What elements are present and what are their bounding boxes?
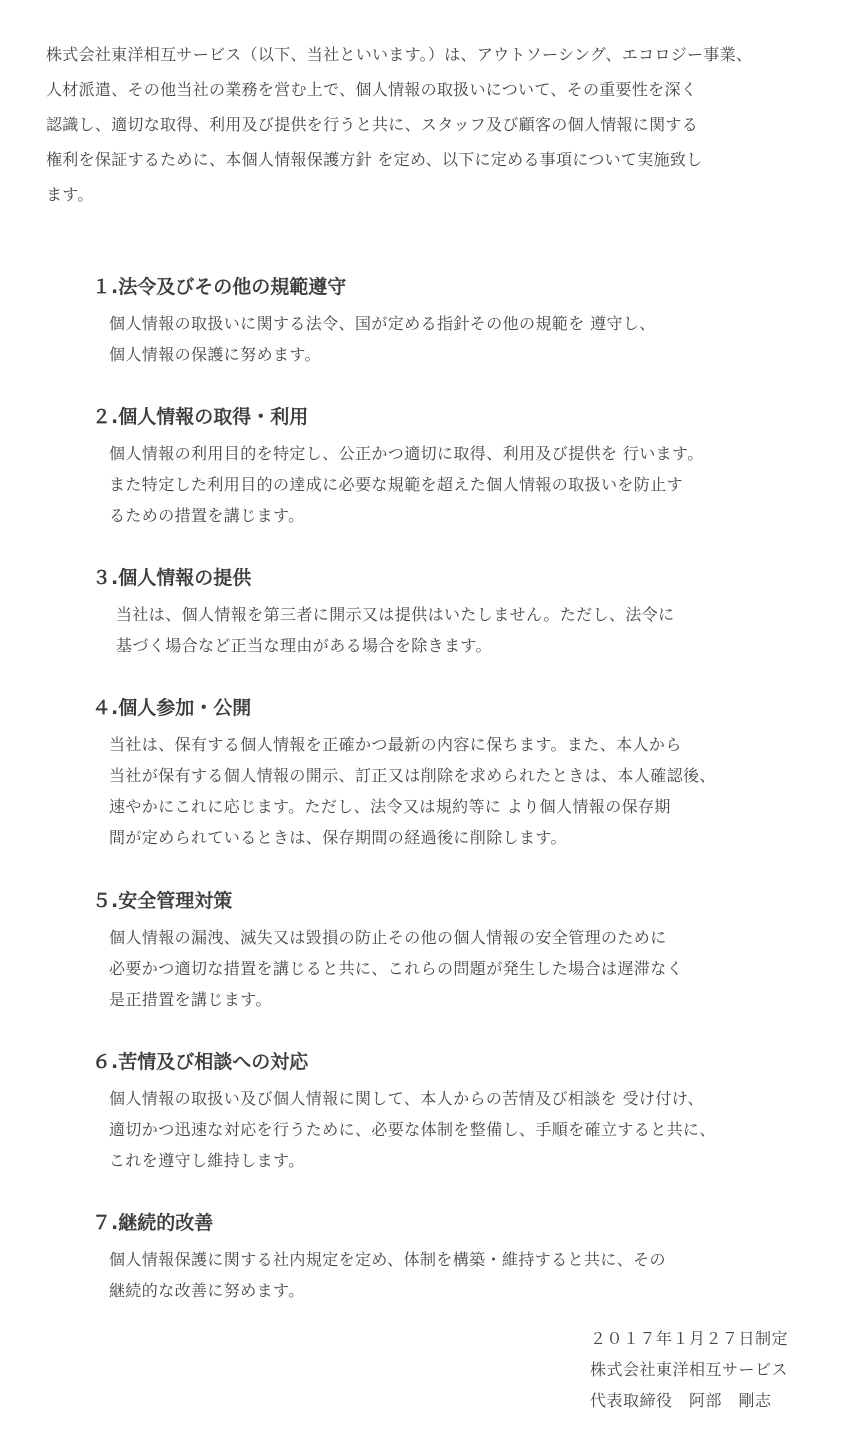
- section-line: 個人情報の利用目的を特定し、公正かつ適切に取得、利用及び提供を 行います。: [109, 444, 704, 463]
- intro-paragraph: [46, 37, 816, 212]
- section-heading: [92, 403, 792, 431]
- section-body: [92, 729, 792, 853]
- section-number: ５.: [92, 890, 119, 912]
- section-line: 間が定められているときは、保存期間の経過後に削除します。: [109, 828, 567, 847]
- section-line: また特定した利用目的の達成に必要な規範を超えた個人情報の取扱いを防止す: [109, 475, 684, 494]
- section-line: 継続的な改善に努めます。: [109, 1281, 305, 1300]
- section-line: 個人情報の取扱いに関する法令、国が定める指針その他の規範を 遵守し、: [109, 314, 656, 333]
- section-line: 当社は、個人情報を第三者に開示又は提供はいたしません。ただし、法令に: [116, 605, 675, 624]
- representative-name: 代表取締役 阿部 剛志: [590, 1391, 772, 1410]
- section-title: 個人参加・公開: [118, 697, 252, 719]
- section-line: 個人情報の漏洩、滅失又は毀損の防止その他の個人情報の安全管理のために: [109, 928, 667, 947]
- section-title: 個人情報の提供: [118, 567, 252, 589]
- section-heading: [92, 564, 792, 592]
- section-body: [92, 438, 792, 531]
- section-line: 個人情報の取扱い及び個人情報に関して、本人からの苦情及び相談を 受け付け、: [109, 1089, 704, 1108]
- intro-line: 権利を保証するために、本個人情報保護方針 を定め、以下に定める事項について実施致し: [46, 150, 703, 169]
- section-heading: [92, 1048, 792, 1076]
- intro-line: 認識し、適切な取得、利用及び提供を行うと共に、スタッフ及び顧客の個人情報に関する: [46, 115, 699, 134]
- section-line: 個人情報保護に関する社内規定を定め、体制を構築・維持すると共に、その: [109, 1250, 666, 1269]
- section-body: [92, 1244, 792, 1306]
- section-number: ２.: [92, 406, 119, 428]
- section-title: 安全管理対策: [118, 890, 233, 912]
- section-body: [92, 922, 792, 1015]
- section-body: [92, 308, 792, 370]
- intro-line: 人材派遣、その他当社の業務を営む上で、個人情報の取扱いについて、その重要性を深く: [46, 80, 698, 99]
- section-body: [92, 599, 792, 661]
- section-number: ７.: [92, 1212, 119, 1234]
- intro-line: 株式会社東洋相互サービス（以下、当社といいます。）は、アウトソーシング、エコロジー事業、: [46, 45, 753, 64]
- section-title: 苦情及び相談への対応: [118, 1051, 309, 1073]
- section-heading: [92, 1209, 792, 1237]
- section-heading: [92, 887, 792, 915]
- policy-section-6: [92, 1048, 792, 1176]
- company-name: 株式会社東洋相互サービス: [590, 1360, 789, 1379]
- policy-section-1: [92, 273, 792, 370]
- section-number: ４.: [92, 697, 119, 719]
- established-date: ２０１７年１月２７日制定: [590, 1329, 789, 1348]
- policy-section-3: [92, 564, 792, 661]
- section-number: ６.: [92, 1051, 119, 1073]
- section-line: 速やかにこれに応じます。ただし、法令又は規約等に より個人情報の保存期: [109, 797, 671, 816]
- section-body: [92, 1083, 792, 1176]
- signature-block: [590, 1323, 788, 1416]
- section-line: 基づく場合など正当な理由がある場合を除きます。: [116, 636, 492, 655]
- section-line: これを遵守し維持します。: [109, 1151, 305, 1170]
- section-heading: [92, 273, 792, 301]
- policy-section-5: [92, 887, 792, 1015]
- policy-section-7: [92, 1209, 792, 1306]
- section-line: るための措置を講じます。: [109, 506, 305, 525]
- section-title: 個人情報の取得・利用: [118, 406, 309, 428]
- section-number: ３.: [92, 567, 119, 589]
- section-title: 法令及びその他の規範遵守: [118, 276, 347, 298]
- section-line: 適切かつ迅速な対応を行うために、必要な体制を整備し、手順を確立すると共に、: [109, 1120, 716, 1139]
- section-line: 必要かつ適切な措置を講じると共に、これらの問題が発生した場合は遅滞なく: [109, 959, 684, 978]
- section-number: １.: [92, 276, 119, 298]
- policy-section-4: [92, 694, 792, 853]
- section-line: 当社は、保有する個人情報を正確かつ最新の内容に保ちます。また、本人から: [109, 735, 682, 754]
- intro-line: ます。: [46, 185, 94, 204]
- section-line: 個人情報の保護に努めます。: [109, 345, 321, 364]
- section-heading: [92, 694, 792, 722]
- policy-section-2: [92, 403, 792, 531]
- section-line: 当社が保有する個人情報の開示、訂正又は削除を求められたときは、本人確認後、: [109, 766, 716, 785]
- section-title: 継続的改善: [118, 1212, 214, 1234]
- section-line: 是正措置を講じます。: [109, 990, 272, 1009]
